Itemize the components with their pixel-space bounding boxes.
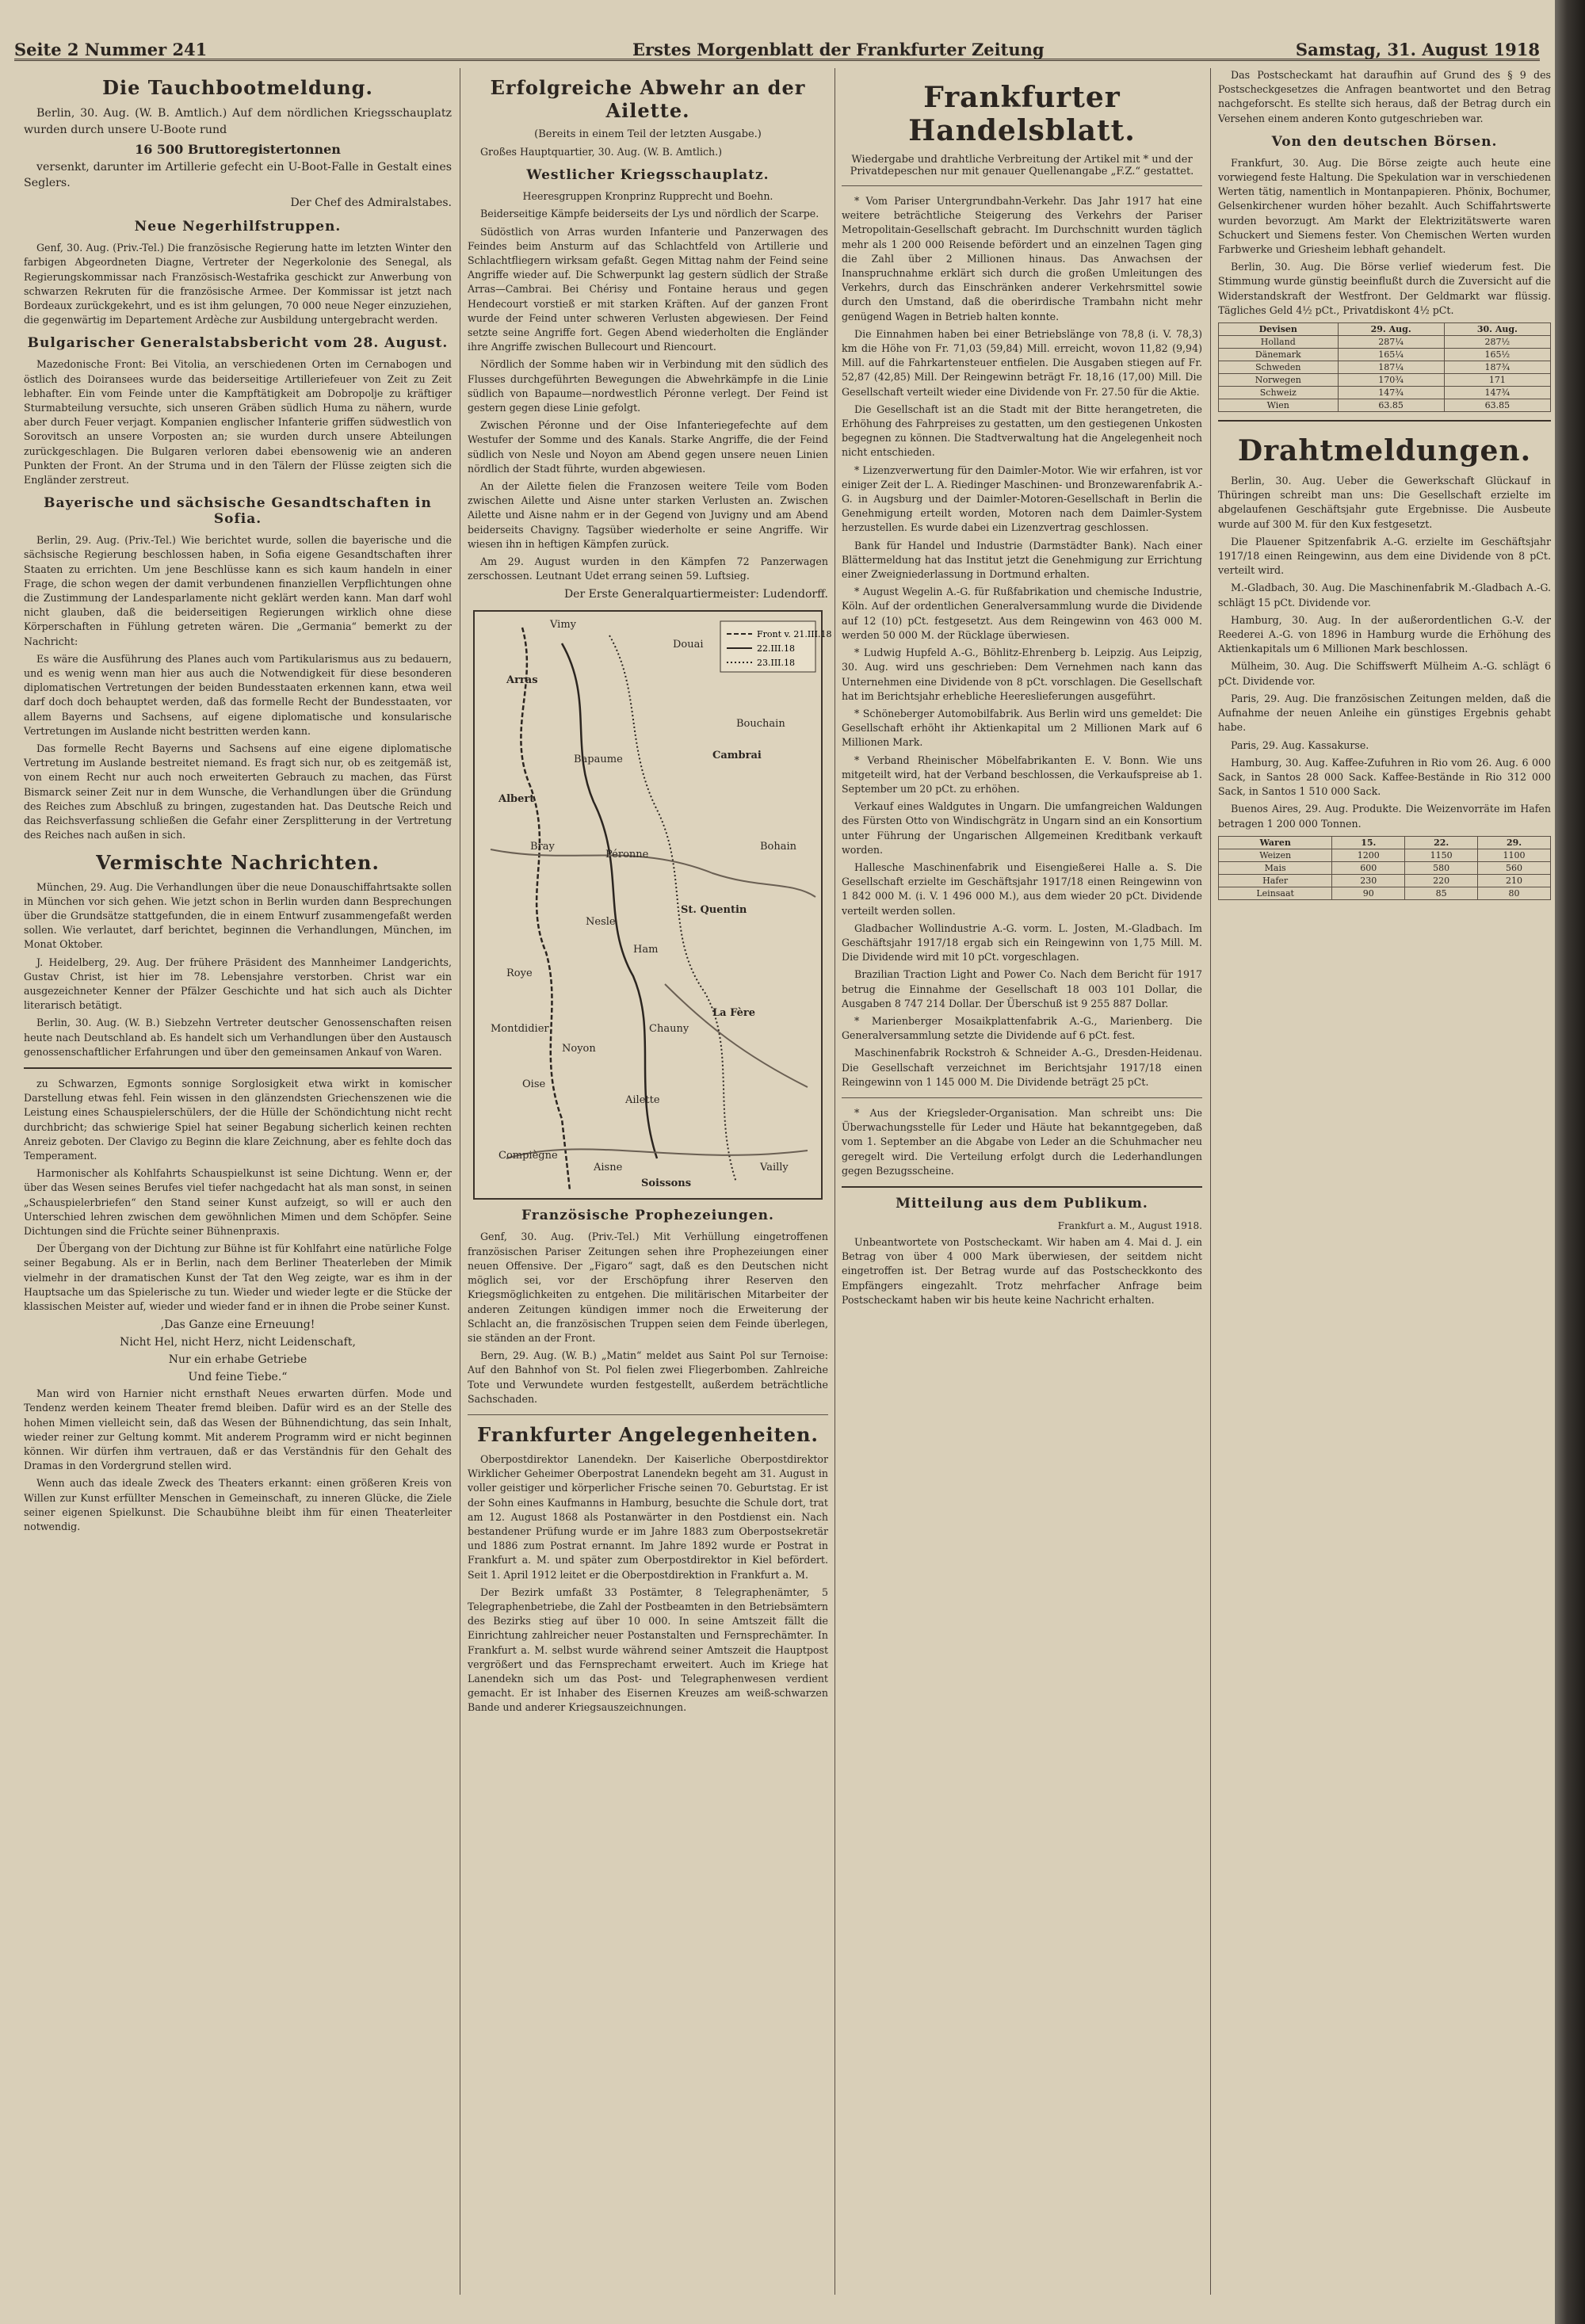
table-header: 22. <box>1405 836 1478 849</box>
table-cell: Dänemark <box>1219 349 1339 361</box>
table-header-row <box>1219 836 1551 849</box>
place-label: Nesle <box>586 916 616 929</box>
quote-line: Nicht Hel, nicht Herz, nicht Leidenschaft, <box>120 1336 356 1349</box>
place-label: Aisne <box>594 1162 623 1174</box>
article-text: Am 29. August wurden in den Kämpfen 72 Panzerwagen zerschossen. Leutnant Udet errang seinen 59. Luftsieg. <box>468 555 828 582</box>
table-cell: 80 <box>1478 887 1551 899</box>
article-text: versenkt, darunter im Artillerie gefecht ein U-Boot-Falle in Gestalt eines Seglers. <box>24 160 452 190</box>
article-text: Großes Hauptquartier, 30. Aug. (W. B. Amtlich.) <box>480 146 723 158</box>
article-text: * Ludwig Hupfeld A.-G., Böhlitz-Ehrenberg b. Leipzig. Aus Leipzig, 30. Aug. wird uns geschrieben: Dem Vernehmen nach kann das Unternehmen eine Dividende von 8 pCt. vorschlagen. Die Gesellschaft hat im Berichtsjahr erhebliche Heereslieferungen ausgeführt. <box>842 647 1202 702</box>
page-number: Seite 2 Nummer 241 <box>14 40 208 59</box>
feuilleton-text: Der Übergang von der Dichtung zur Bühne ist für Kohlfahrt eine natürliche Folge seiner Begabung. Als er in Berlin, nach dem Berliner Theaterleben der Mimik vielmehr in der dramatischen Kunst der Tat den Weg zeigte, war es ihm in der Hauptsache um das Spielerische zu tun. Wieder und wieder legte er die Stücke der klassischen Meister auf, wieder und wieder fand er in ihnen die Probe seiner Kunst. <box>24 1242 452 1312</box>
article-heading: Westlicher Kriegsschauplatz. <box>526 167 770 184</box>
article-heading: Die Tauchbootmeldung. <box>102 76 373 99</box>
place-label: Albert <box>498 793 535 806</box>
article-text: Oberpostdirektor Lanendekn. Der Kaiserliche Oberpostdirektor Wirklicher Geheimer Oberpostrat Lanendekn begeht am 31. August in voller geistiger und körperlicher Frische seinen 70. Geburtstag. Er ist der Sohn eines Kaufmanns in Hamburg, besuchte die Schule dort, trat am 12. August 1868 als Postanwärter in den Postdienst ein. Nach bestandener Prüfung wurde er im Jahre 1883 zum Oberpostsekretär und 1886 zum Postrat ernannt. Im Jahre 1892 wurde er Postrat in Frankfurt a. M. und später zum Oberpostdirektor in Kiel befördert. Seit 1. April 1912 leitet er die Oberpostdirektion in Frankfurt a. M. <box>468 1452 828 1581</box>
article-text: Berlin, 30. Aug. (W. B. Amtlich.) Auf dem nördlichen Kriegsschauplatz wurden durch unsere U-Boote rund <box>24 107 452 136</box>
article-text: München, 29. Aug. Die Verhandlungen über die neue Donauschiffahrtsakte sollen in München vor sich gehen. Wie jetzt schon in Berlin wurden dann Besprechungen über die Grundsätze stattgefunden, die in einem Entwurf zusammengefaßt werden sollen. Wie verlautet, darf berichtet, beginnen die Verhandlungen, München, im Monat Oktober. <box>24 880 452 951</box>
place-label: Noyon <box>562 1043 596 1055</box>
article-text: Bank für Handel und Industrie (Darmstädter Bank). Nach einer Blättermeldung hat das Institut jetzt die Genehmigung zur Errichtung einer Zweigniederlassung in Dortmund erhalten. <box>842 539 1202 581</box>
column-2 <box>468 68 832 2295</box>
table-cell: Mais <box>1219 861 1332 874</box>
article-heading: Französische Prophezeiungen. <box>521 1208 774 1224</box>
table-cell: Wien <box>1219 399 1339 412</box>
table-cell: 90 <box>1332 887 1405 899</box>
table-cell: 210 <box>1478 874 1551 887</box>
article-highlight: 16 500 Bruttoregistertonnen <box>135 141 341 157</box>
table-cell: 600 <box>1332 861 1405 874</box>
article-text: Die Gesellschaft ist an die Stadt mit der Bitte herangetreten, die Erhöhung des Fahrpreises zu gestatten, um den gestiegenen Unkosten begegnen zu können. Die Stadtverwaltung hat die Angelegenheit noch nicht entschieden. <box>842 403 1202 459</box>
table-cell: 171 <box>1444 374 1550 387</box>
table-row <box>1219 374 1551 387</box>
article-text: Hamburg, 30. Aug. Kaffee-Zufuhren in Rio vom 26. Aug. 6 000 Sack, in Santos 28 000 Sack. Kaffee-Bestände in Rio 312 000 Sack, in Santos 1 510 000 Sack. <box>1218 756 1551 798</box>
table-cell: 287½ <box>1444 336 1550 349</box>
article-text: * Vom Pariser Untergrundbahn-Verkehr. Das Jahr 1917 hat eine weitere beträchtliche Steigerung des Verkehrs der Pariser Metropolitain-Gesellschaft gebracht. Im Durchschnitt wurden täglich mehr als 1 200 000 Reisende befördert und an einzelnen Tagen ging die Zahl über 2 Millionen hinaus. Das Anwachsen der Inanspruchnahme erklärt sich durch die großen Umleitungen des Verkehrs, durch das Einschränken anderer Verkehrsmittel sowie durch den Umstand, daß die oberirdische Trambahn nicht mehr genügend Wagen in Betrieb halten konnte. <box>842 195 1202 322</box>
masthead <box>14 35 1540 61</box>
article-text: * Schöneberger Automobilfabrik. Aus Berlin wird uns gemeldet: Die Gesellschaft erhöht ihr Aktienkapital um 2 Millionen Mark auf 6 Millionen Mark. <box>842 707 1202 749</box>
table-cell: 1100 <box>1478 849 1551 861</box>
table-cell: Norwegen <box>1219 374 1339 387</box>
table-header: 15. <box>1332 836 1405 849</box>
table-cell: Hafer <box>1219 874 1332 887</box>
article-text: Mülheim, 30. Aug. Die Schiffswerft Mülheim A.-G. schlägt 6 pCt. Dividende vor. <box>1218 660 1551 687</box>
table-cell: Schweiz <box>1219 387 1339 399</box>
table-header: 29. Aug. <box>1338 323 1444 336</box>
table-cell: 230 <box>1332 874 1405 887</box>
table-cell: 147¾ <box>1338 387 1444 399</box>
place-label: Arras <box>506 674 538 687</box>
exchange-rate-table <box>1218 322 1551 412</box>
table-row <box>1219 887 1551 899</box>
article-text: M.-Gladbach, 30. Aug. Die Maschinenfabrik M.-Gladbach A.-G. schlägt 15 pCt. Dividende vor. <box>1218 582 1551 609</box>
article-text: * Verband Rheinischer Möbelfabrikanten E. V. Bonn. Wie uns mitgeteilt wird, hat der Verband beschlossen, die Verkaufspreise ab 1. September um 20 pCt. zu erhöhen. <box>842 754 1202 795</box>
article-text: Unbeantwortete von Postscheckamt. Wir haben am 4. Mai d. J. ein Betrag von über 4 000 Mark überwiesen, der seitdem nicht eingetroffen ist. Der Betrag wurde auf das Postscheckkonto des Empfängers eingezahlt. Trotz mehrfacher Anfrage beim Postscheckamt haben wir bis heute keine Nachricht erhalten. <box>842 1236 1202 1306</box>
article-heading: Bayerische und sächsische Gesandtschaften in Sofia. <box>44 495 432 528</box>
place-label: Oise <box>522 1078 546 1091</box>
article-text: Berlin, 30. Aug. (W. B.) Siebzehn Vertreter deutscher Genossenschaften reisen heute nach Deutschland ab. Es handelt sich um Verhandlungen über den Austausch genossenschaftlicher Erfahrungen und über den gemeinsamen Ankauf von Waren. <box>24 1017 452 1058</box>
section-divider <box>1218 420 1551 422</box>
place-label: Bapaume <box>574 754 623 766</box>
table-cell: 147¾ <box>1444 387 1550 399</box>
place-label: St. Quentin <box>681 904 747 917</box>
section-divider <box>842 185 1202 186</box>
quote-line: ,Das Ganze eine Erneuung! <box>160 1318 315 1332</box>
section-divider <box>468 1414 828 1415</box>
front-line-1 <box>521 628 570 1190</box>
feuilleton-text: Harmonischer als Kohlfahrts Schauspielkunst ist seine Dichtung. Wenn er, der über das Wesen seines Berufes viel tiefer nachgedacht hat als man sonst, in seinen „Schauspielerbriefen“ den Stand seiner Kunst aufzeigt, so will er auch den Unterschied lehren zwischen dem gewöhnlichen Mimen und dem Schöpfer. Seine Dichtungen sind die Früchte seiner Bühnenpraxis. <box>24 1167 452 1237</box>
front-map <box>473 610 832 1200</box>
table-cell: 1150 <box>1405 849 1478 861</box>
article-text: Verkauf eines Waldgutes in Ungarn. Die umfangreichen Waldungen des Fürsten Otto von Windischgrätz in Ungarn sind an ein Konsortium unter Führung der Ungarischen Allgemeinen Kreditbank verkauft worden. <box>842 800 1202 856</box>
article-text: Maschinenfabrik Rockstroh & Schneider A.-G., Dresden-Heidenau. Die Gesellschaft verzeichnet im Berichtsjahr 1917/18 einen Reingewinn von 1 145 000 M. Die Dividende beträgt 25 pCt. <box>842 1047 1202 1088</box>
quote-line: Nur ein erhabe Getriebe <box>168 1353 307 1367</box>
article-text: Das Postscheckamt hat daraufhin auf Grund des § 9 des Postscheckgesetzes die Anfragen beantwortet und den Betrag nachgeforscht. Es stellte sich heraus, daß der Betrag durch ein Versehen einem anderen Konto gutgeschrieben war. <box>1218 69 1551 124</box>
article-text: Beiderseitige Kämpfe beiderseits der Lys und nördlich der Scarpe. <box>480 208 819 220</box>
legend-label-1: Front v. 21.III.18 <box>757 629 832 640</box>
article-text: Paris, 29. Aug. Die französischen Zeitungen melden, daß die Aufnahme der neuen Anleihe ein günstiges Ergebnis gehabt habe. <box>1218 692 1551 734</box>
place-label: Bray <box>530 841 555 853</box>
column-3 <box>842 68 1202 2295</box>
table-cell: 165½ <box>1444 349 1550 361</box>
place-label: Péronne <box>605 849 649 861</box>
article-signature: Der Chef des Admiralstabes. <box>290 197 452 210</box>
place-label: Cambrai <box>712 750 762 762</box>
article-text: Mazedonische Front: Bei Vitolia, an verschiedenen Orten im Cernabogen und östlich des Doiransees wurde das beiderseitige Artilleriefeuer von Zeit zu Zeit lebhafter. Ein vom Feinde unter die Kampftätigkeit am Dobropolje zu kräftiger Sturmabteilung versuchte, sich unseren Gräben südlich Huma zu nähern, wurde aber durch Feuer verjagt. Kompanien englischer Infanterie griffen südwestlich von Sorovitsch an unsere Vorposten an; sie wurden durch unsere Abteilungen zurückgeschlagen. Die Bulgaren verloren dabei ebensowenig wie an anderen Punkten der Front. An der Struma und in den Tälern der Flüsse zeigten sich die Engländer zerstreut. <box>24 358 452 487</box>
table-row <box>1219 336 1551 349</box>
table-header: Devisen <box>1219 323 1339 336</box>
newspaper-title: Erstes Morgenblatt der Frankfurter Zeitung <box>632 40 1045 59</box>
article-text: Berlin, 30. Aug. Die Börse verlief wiederum fest. Die Stimmung wurde günstig beeinflußt durch die Zuversicht auf die Widerstandskraft der Westfront. Der Geldmarkt war flüssig. Tägliches Geld 4½ pCt., Privatdiskont 4½ pCt. <box>1218 261 1551 316</box>
legend-label-2: 22.III.18 <box>757 643 796 654</box>
article-heading: Mitteilung aus dem Publikum. <box>896 1196 1148 1212</box>
article-heading: Neue Negerhilfstruppen. <box>134 219 342 235</box>
article-text: Südöstlich von Arras wurden Infanterie und Panzerwagen des Feindes beim Ansturm auf das Schlachtfeld von Artillerie und Schlachtfliegern wirksam gefaßt. Gegen Mittag nahm der Feind seine Angriffe wieder auf. Die Schwerpunkt lag gestern südlich der Straße Arras—Cambrai. Bei Chérisy und Fontaine heraus und gegen Hendecourt vorstieß er mit starken Kräften. Auf der ganzen Front wurde der Feind unter schweren Verlusten abgewiesen. Der Feind setzte seine Angriffe fort. Gegen Abend wiederholten die Engländer ihre Angriffe zwischen Bullecourt und Riencourt. <box>468 225 828 353</box>
quote-line: Und feine Tiebe.“ <box>188 1371 288 1384</box>
place-label: Bohain <box>760 841 797 853</box>
section-title: Frankfurter Handelsblatt. <box>908 81 1136 147</box>
table-cell: 220 <box>1405 874 1478 887</box>
table-cell: Leinsaat <box>1219 887 1332 899</box>
table-cell: 560 <box>1478 861 1551 874</box>
table-header: 29. <box>1478 836 1551 849</box>
feuilleton-text: zu Schwarzen, Egmonts sonnige Sorglosigkeit etwa wirkt in komischer Darstellung etwas fehl. Fein wissen in den glänzendsten Griechenszenen wie die Leistung eines Schauspielerschülers, der die Hülle der Schöndichtung nicht recht durchbricht; das schwierige Spiel hat seiner Begabung sicherlich keinen rechten Anreiz geboten. Der Clavigo zu Beginn die klare Zeichnung, aber es fehlte doch das Temperament. <box>24 1077 452 1162</box>
section-divider <box>24 1067 452 1069</box>
article-text: Berlin, 29. Aug. (Priv.-Tel.) Wie berichtet wurde, sollen die bayerische und die sächsische Regierung beschlossen haben, in Sofia eigene Gesandtschaften ihrer Staaten zu errichten. Um jene Beschlüsse kann es sich kaum handeln in einer Frage, die schon wegen der damit verbundenen finanziellen Verpflichtungen ohne die Zustimmung der Landesparlamente nicht geklärt werden kann. Man darf wohl nicht glauben, daß die beiderseitigen Regierungen wirklich ohne diese Körperschaften in Fühlung getreten wären. Die „Germania“ bemerkt zu der Nachricht: <box>24 534 452 647</box>
place-label: Bouchain <box>736 718 785 731</box>
place-label: Ham <box>633 944 659 956</box>
place-label: La Fère <box>712 1007 755 1020</box>
article-text: Zwischen Péronne und der Oise Infanteriegefechte auf dem Westufer der Somme und des Kanals. Starke Angriffe, die der Feind südlich von Nesle und Noyon am Abend gegen unsere neuen Linien nördlich der Stadt führte, wurden abgewiesen. <box>468 419 828 475</box>
table-row <box>1219 399 1551 412</box>
table-cell: 187¼ <box>1338 361 1444 374</box>
article-text: Buenos Aires, 29. Aug. Produkte. Die Weizenvorräte im Hafen betragen 1 200 000 Tonnen. <box>1218 803 1551 830</box>
place-label: Roye <box>506 967 533 980</box>
article-heading: Von den deutschen Börsen. <box>1271 133 1498 150</box>
table-cell: 287¼ <box>1338 336 1444 349</box>
article-text: Hallesche Maschinenfabrik und Eisengießerei Halle a. S. Die Gesellschaft erzielte im Geschäftsjahr 1917/18 einen Reingewinn von 1 842 000 M. (i. V. 1 496 000 M.), aus dem wieder 20 pCt. Dividende verteilt werden sollen. <box>842 861 1202 917</box>
article-subheading: (Bereits in einem Teil der letzten Ausgabe.) <box>534 128 762 140</box>
column-1 <box>24 68 452 2295</box>
table-cell: 63.85 <box>1338 399 1444 412</box>
place-label: Montdidier <box>491 1023 549 1036</box>
issue-date: Samstag, 31. August 1918 <box>1295 40 1540 59</box>
feuilleton-text: Man wird von Harnier nicht ernsthaft Neues erwarten dürfen. Mode und Tendenz werden keinem Theater fremd bleiben. Dafür wird es an der Stelle des hohen Mimen vielleicht sein, daß das Wesen der Bühnendichtung, das sein Inhalt, wieder reiner zur Geltung kommt. Mit anderem Programm wird er nicht beginnen können. Wir dürfen ihm vertrauen, daß er das Verständnis für den Gehalt des Dramas in den Vordergrund stellen wird. <box>24 1387 452 1472</box>
table-cell: 580 <box>1405 861 1478 874</box>
article-text: Es wäre die Ausführung des Planes auch vom Partikularismus aus zu bedauern, und es wenig wenn man hier aus auch die Notwendigkeit für diese besonderen diplomatischen Vertretungen der beiden Bundesstaaten erkennen kann, etwa weil darf doch doch behauptet werden, daß das formelle Recht der Bundesstaaten, vor allem Bayerns und Sachsens, auf eigene diplomatische und konsularische Vertretungen im Auslande nicht bestritten werden kann. <box>24 652 452 737</box>
article-text: Gladbacher Wollindustrie A.-G. vorm. L. Josten, M.-Gladbach. Im Geschäftsjahr 1917/18 ergab sich ein Reingewinn von 1,75 Mill. M. Die Dividende wird mit 10 pCt. vorgeschlagen. <box>842 922 1202 964</box>
place-label: Ailette <box>625 1094 660 1107</box>
place-label: Chauny <box>649 1023 689 1036</box>
table-cell: Weizen <box>1219 849 1332 861</box>
article-text: Bern, 29. Aug. (W. B.) „Matin“ meldet aus Saint Pol sur Ternoise: Auf den Bahnhof von St. Pol fielen zwei Fliegerbomben. Zahlreiche Tote und Verwundete wurden festgestellt, außerdem beträchtliche Sachschaden. <box>468 1349 828 1405</box>
table-header: 30. Aug. <box>1444 323 1550 336</box>
legend-label-3: 23.III.18 <box>757 658 796 669</box>
table-cell: 1200 <box>1332 849 1405 861</box>
article-text: Heeresgruppen Kronprinz Rupprecht und Boehn. <box>522 190 773 203</box>
table-cell: 85 <box>1405 887 1478 899</box>
article-text: Das formelle Recht Bayerns und Sachsens auf eine eigene diplomatische Vertretung im Auslande bestreitet niemand. Es fragt sich nur, ob es zeitgemäß ist, von einem Recht nur auch noch erweiterten Gebrauch zu machen, das Fürst Bismarck seiner Zeit nur in dem Wunsche, die Verhandlungen über die Gründung des Reiches zum Abschluß zu bringen, zugestanden hat. Das Deutsche Reich und das Reichsverfassung schließen die Gefahr einer Zersplitterung in der Vertretung des Reiches nach außen in sich. <box>24 742 452 841</box>
article-text: * August Wegelin A.-G. für Rußfabrikation und chemische Industrie, Köln. Auf der ordentlichen Generalversammlung wurde die Dividende auf 12 (10) pCt. festgesetzt. Aus dem Reingewinn von 463 000 M. werden 50 000 M. der Rücklage überwiesen. <box>842 586 1202 641</box>
table-row <box>1219 387 1551 399</box>
article-text: An der Ailette fielen die Franzosen weitere Teile vom Boden zwischen Ailette und Aisne unter starken Verlusten an. Zwischen Ailette und Aisne nahm er in der Gegend von Juvigny und am Abend beiderseits Chavigny. Tagsüber wiederholte er seine Angriffe. Wir wiesen ihn in heftigen Kämpfen zurück. <box>468 480 828 550</box>
place-label: Vimy <box>550 619 576 632</box>
table-header-row <box>1219 323 1551 336</box>
section-title: Drahtmeldungen. <box>1237 434 1532 468</box>
table-cell: 170¾ <box>1338 374 1444 387</box>
section-divider <box>842 1186 1202 1188</box>
feuilleton-text: Wenn auch das ideale Zweck des Theaters erkannt: einen größeren Kreis von Willen zur Kunst erfüllter Menschen in Gemeinschaft, zu inneren Glücke, die Ziele seiner eigenen Spielkunst. Die Schaubühne bleibt ihm für einen Theaterleiter notwendig. <box>24 1477 452 1533</box>
front-line-2 <box>562 643 657 1158</box>
place-label: Compiègne <box>498 1150 558 1162</box>
place-label: Soissons <box>641 1177 692 1190</box>
section-subtitle: Wiedergabe und drahtliche Verbreitung der Artikel mit * und der Privatdepeschen nur mit genauer Quellenangabe „F.Z.“ gestattet. <box>850 154 1194 177</box>
table-row <box>1219 874 1551 887</box>
article-text: Paris, 29. Aug. Kassakurse. <box>1231 738 1369 751</box>
table-cell: 165¼ <box>1338 349 1444 361</box>
page-binding-edge <box>1555 0 1585 2324</box>
column-4 <box>1218 68 1551 2295</box>
column-rule <box>1210 68 1211 2295</box>
article-text: Der Bezirk umfaßt 33 Postämter, 8 Telegraphenämter, 5 Telegraphenbetriebe, die Zahl der Postbeamten in den Betriebsämtern des Bezirks stieg auf über 10 000. In seine Amtszeit fällt die Einrichtung zahlreicher neuer Postanstalten und Fernsprechämter. In Frankfurt a. M. selbst wurde während seiner Amtszeit die Hauptpost vergrößert und das Fernsprechamt erweitert. Auch im Kriege hat Lanendekn sich um das Post- und Telegraphenwesen verdient gemacht. Er ist Inhaber des Eisernen Kreuzes am weiß-schwarzen Bande und anderer Kriegsauszeichnungen. <box>468 1586 828 1714</box>
article-heading: Frankfurter Angelegenheiten. <box>477 1422 819 1446</box>
section-divider <box>842 1097 1202 1098</box>
article-text: Genf, 30. Aug. (Priv.-Tel.) Die französische Regierung hatte im letzten Winter den farbigen Abgeordneten Diagne, Vertreter der Negerkolonie des Senegal, als Regierungskommissar nach Französisch-Westafrika geschickt zur Anwerbung von schwarzen Rekruten für die französische Armee. Der Kommissar ist jetzt nach Bordeaux zurückgekehrt, und es ist ihm gelungen, 70 000 neue Neger einzuziehen, die gegenwärtig im Departement Ardèche zur Ausbildung untergebracht werden. <box>24 242 452 326</box>
article-text: Berlin, 30. Aug. Ueber die Gewerkschaft Glückauf in Thüringen schreibt man uns: Die Gesellschaft erzielte im abgelaufenen Geschäftsjahr gute Ergebnisse. Die Ausbeute wurde auf 300 M. für den Kux festgesetzt. <box>1218 475 1551 530</box>
place-label: Douai <box>673 639 704 651</box>
article-text: * Lizenzverwertung für den Daimler-Motor. Wie wir erfahren, ist vor einiger Zeit der L. A. Riedinger Maschinen- und Bronzewarenfabrik A.-G. in Augsburg und der Daimler-Motoren-Gesellschaft in Berlin die Genehmigung erteilt worden, Motoren nach dem Daimler-System herzustellen. Es wurde dabei ein Lizenzvertrag geschlossen. <box>842 464 1202 534</box>
table-cell: Schweden <box>1219 361 1339 374</box>
commodity-table <box>1218 836 1551 900</box>
article-heading: Vermischte Nachrichten. <box>96 850 380 874</box>
table-cell: 63.85 <box>1444 399 1550 412</box>
article-text: Brazilian Traction Light and Power Co. Nach dem Bericht für 1917 betrug die Einnahme der Gesellschaft 18 003 101 Dollar, die Ausgaben 8 747 214 Dollar. Der Überschuß ist 9 255 887 Dollar. <box>842 968 1202 1009</box>
article-text: Die Einnahmen haben bei einer Betriebslänge von 78,8 (i. V. 78,3) km die Höhe von Fr. 71,03 (59,84) Mill. erreicht, wovon 11,82 (9,94) Mill. auf die Fahrkartensteuer entfielen. Die Ausgaben stiegen auf Fr. 52,87 (42,85) Mill. Der Reingewinn beträgt Fr. 18,16 (17,00) Mill. Die Gesellschaft verteilt wieder eine Dividende von Fr. 27.50 für die Aktie. <box>842 327 1202 398</box>
table-cell: Holland <box>1219 336 1339 349</box>
article-text: Frankfurt, 30. Aug. Die Börse zeigte auch heute eine vorwiegend feste Haltung. Die Spekulation war in verschiedenen Werten tätig, namentlich in Montanpapieren. Phönix, Bochumer, Gelsenkirchener wurden höher bezahlt. Auch Schiffahrtswerte wurden bevorzugt. Am Markt der Elektrizitätswerte waren Schuckert und Siemens fester. Von Chemischen Werten wurden Farbwerke und Griesheim lebhaft gehandelt. <box>1218 156 1551 256</box>
article-heading: Erfolgreiche Abwehr an der Ailette. <box>490 76 806 122</box>
article-text: * Marienberger Mosaikplattenfabrik A.-G., Marienberg. Die Generalversammlung setzte die Dividende auf 6 pCt. fest. <box>842 1014 1202 1042</box>
table-row <box>1219 861 1551 874</box>
article-signature: Der Erste Generalquartiermeister: Ludendorff. <box>563 588 828 601</box>
table-row <box>1219 849 1551 861</box>
article-text: Nördlich der Somme haben wir in Verbindung mit den südlich des Flusses durchgeführten Bewegungen die Abwehrkämpfe in die Linie südlich von Bapaume—nordwestlich Péronne verlegt. Der Feind ist gestern gegen diese Linie gefolgt. <box>468 358 828 414</box>
article-text: Hamburg, 30. Aug. In der außerordentlichen G.-V. der Reederei A.-G. von 1896 in Hamburg wurde die Erhöhung des Aktienkapitals um 6 Millionen Mark beschlossen. <box>1218 613 1551 655</box>
river-oise <box>665 984 808 1087</box>
article-text: Die Plauener Spitzenfabrik A.-G. erzielte im Geschäftsjahr 1917/18 einen Reingewinn, aus dem eine Dividende von 8 pCt. verteilt wird. <box>1218 535 1551 577</box>
article-dateline: Frankfurt a. M., August 1918. <box>1057 1220 1202 1231</box>
table-header: Waren <box>1219 836 1332 849</box>
article-text: J. Heidelberg, 29. Aug. Der frühere Präsident des Mannheimer Landgerichts, Gustav Christ, ist hier im 78. Lebensjahre verstorben. Christ war ein ausgezeichneter Kenner der Pfälzer Geschichte und hat sich auch als Dichter literarisch betätigt. <box>24 956 452 1012</box>
table-row <box>1219 349 1551 361</box>
article-text: Genf, 30. Aug. (Priv.-Tel.) Mit Verhüllung eingetroffenen französischen Pariser Zeitungen sehen ihre Prophezeiungen einer neuen Offensive. Der „Figaro“ sagt, daß es den Deutschen nicht möglich sei, vor der Erschöpfung ihrer Reserven den Kriegsmöglichkeiten zu entgehen. Die militärischen Mitarbeiter der anderen Zeitungen kündigen immer noch die Erweiterung der Schlacht an, die französischen Truppen seien dem Feinde überlegen, sie ständen an der Front. <box>468 1231 828 1344</box>
front-map-drawing <box>475 612 832 1198</box>
article-heading: Bulgarischer Generalstabsbericht vom 28. August. <box>27 335 449 352</box>
place-label: Vailly <box>760 1162 789 1174</box>
table-cell: 187¾ <box>1444 361 1550 374</box>
article-text: * Aus der Kriegsleder-Organisation. Man schreibt uns: Die Überwachungsstelle für Leder und Häute hat bekanntgegeben, daß vom 1. September an die Abgabe von Leder an die Schuhmacher neu geregelt wird. Die Verteilung erfolgt durch die Lederhandlungen gegen Bezugsscheine. <box>842 1106 1202 1177</box>
table-row <box>1219 361 1551 374</box>
